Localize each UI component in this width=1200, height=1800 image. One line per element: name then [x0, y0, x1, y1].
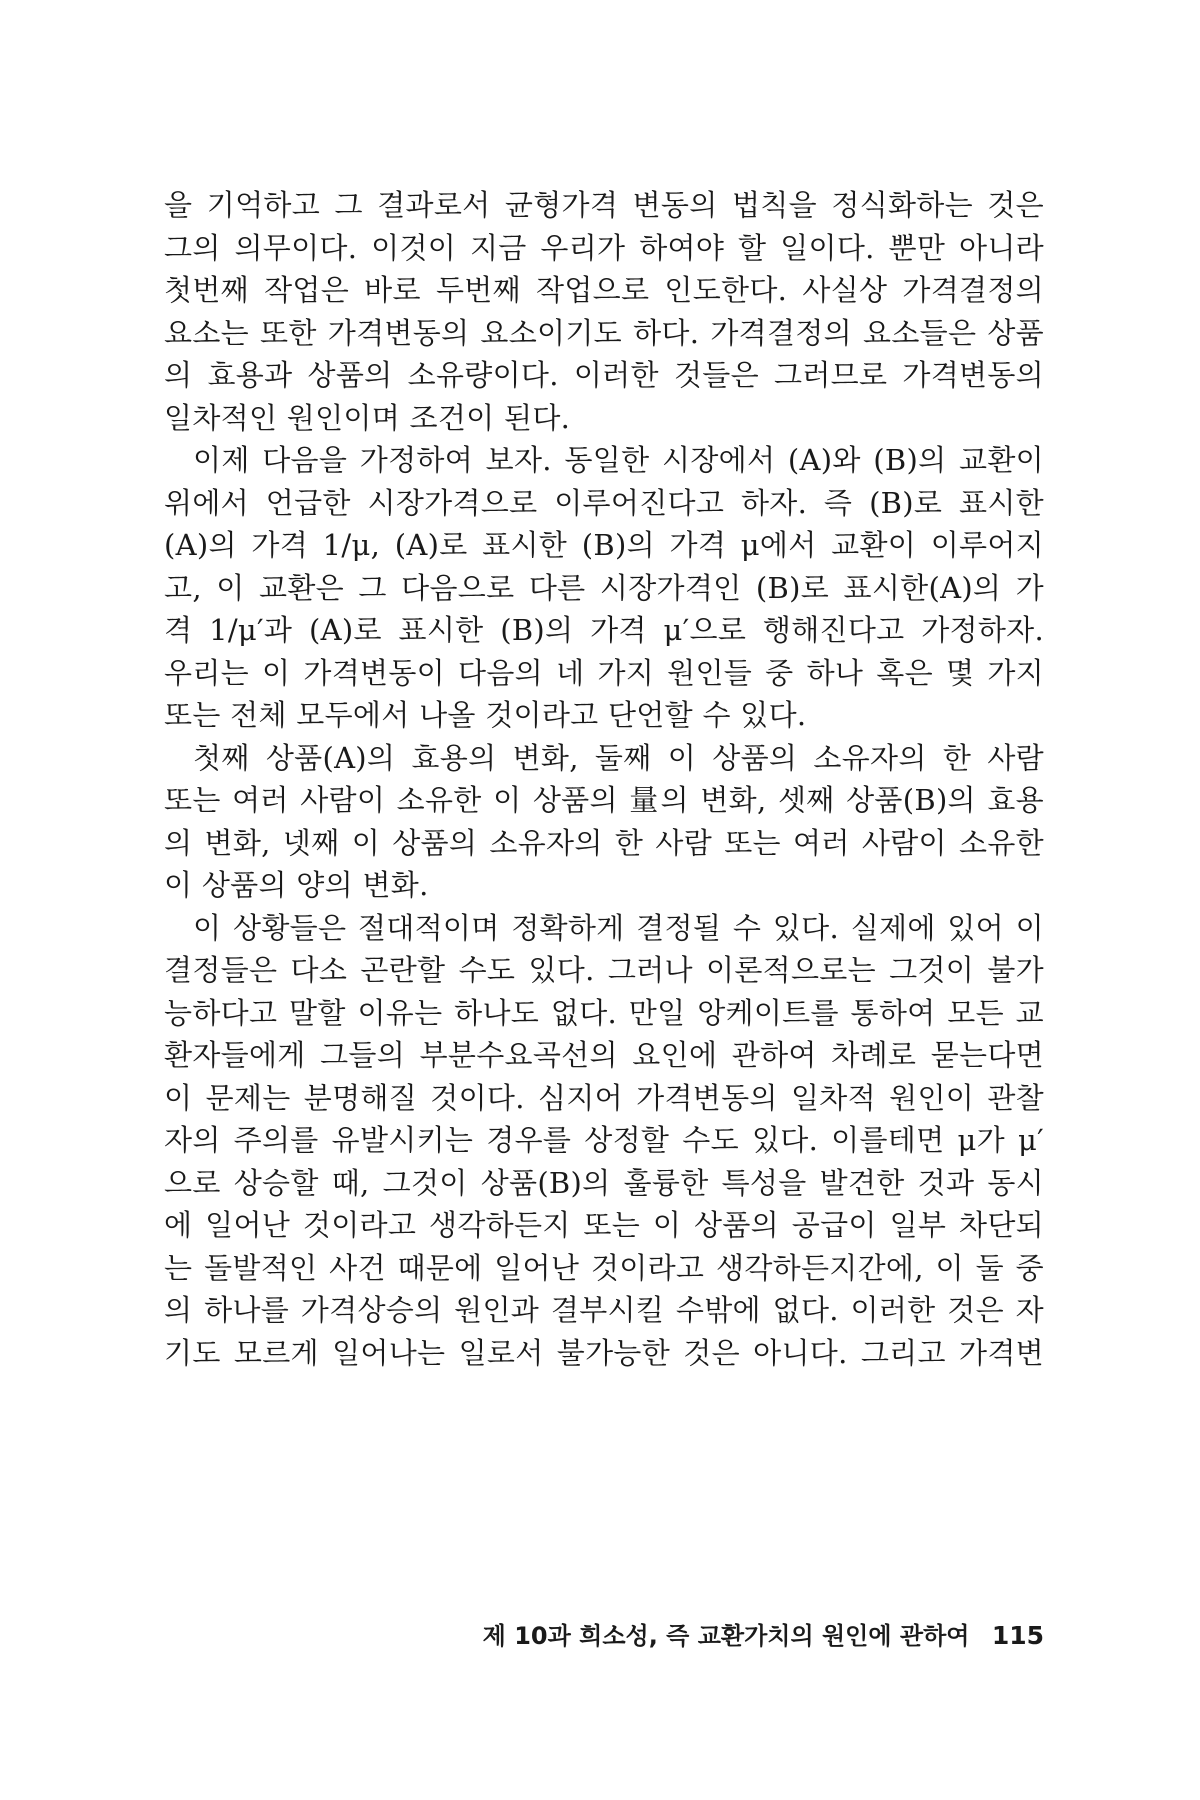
text-line: 고, 이 교환은 그 다음으로 다른 시장가격인 (B)로 표시한(A)의 가 — [164, 570, 1044, 605]
paragraph-3 — [164, 737, 1044, 907]
text-line: 격 1/μ′과 (A)로 표시한 (B)의 가격 μ′으로 행해진다고 가정하자. — [164, 613, 1044, 647]
text-line: 으로 상승할 때, 그것이 상품(B)의 훌륭한 특성을 발견한 것과 동시 — [164, 1165, 1044, 1200]
text-line: 이 상품의 양의 변화. — [164, 868, 429, 902]
text-line: (A)의 가격 1/μ, (A)로 표시한 (B)의 가격 μ에서 교환이 이루어지 — [164, 528, 1044, 562]
text-line: 이 문제는 분명해질 것이다. 심지어 가격변동의 일차적 원인이 관찰 — [164, 1080, 1044, 1115]
running-title: 제 10과 희소성, 즉 교환가치의 원인에 관하여 — [482, 1622, 970, 1650]
text-line: 의 하나를 가격상승의 원인과 결부시킬 수밖에 없다. 이러한 것은 자 — [164, 1293, 1044, 1327]
text-line: 요소는 또한 가격변동의 요소이기도 하다. 가격결정의 요소들은 상품 — [164, 315, 1044, 350]
text-line: 첫째 상품(A)의 효용의 변화, 둘째 이 상품의 소유자의 한 사람 — [193, 740, 1044, 775]
text-line: 환자들에게 그들의 부분수요곡선의 요인에 관하여 차례로 묻는다면 — [164, 1038, 1044, 1072]
text-line: 이 상황들은 절대적이며 정확하게 결정될 수 있다. 실제에 있어 이 — [193, 910, 1044, 945]
text-line: 는 돌발적인 사건 때문에 일어난 것이라고 생각하든지간에, 이 둘 중 — [164, 1250, 1044, 1285]
text-line: 자의 주의를 유발시키는 경우를 상정할 수도 있다. 이를테면 μ가 μ′ — [164, 1123, 1044, 1157]
text-line: 이제 다음을 가정하여 보자. 동일한 시장에서 (A)와 (B)의 교환이 — [193, 443, 1044, 477]
page-footer — [164, 1616, 1044, 1651]
text-line: 또는 전체 모두에서 나올 것이라고 단언할 수 있다. — [164, 698, 807, 732]
text-line: 우리는 이 가격변동이 다음의 네 가지 원인들 중 하나 혹은 몇 가지 — [164, 655, 1044, 690]
text-line: 능하다고 말할 이유는 하나도 없다. 만일 앙케이트를 통하여 모든 교 — [164, 995, 1044, 1030]
text-line: 을 기억하고 그 결과로서 균형가격 변동의 법칙을 정식화하는 것은 — [164, 188, 1044, 222]
text-line: 위에서 언급한 시장가격으로 이루어진다고 하자. 즉 (B)로 표시한 — [164, 485, 1044, 520]
text-line: 일차적인 원인이며 조건이 된다. — [164, 400, 571, 435]
text-line: 의 변화, 넷째 이 상품의 소유자의 한 사람 또는 여러 사람이 소유한 — [164, 825, 1044, 860]
text-line: 첫번째 작업은 바로 두번째 작업으로 인도한다. 사실상 가격결정의 — [164, 273, 1044, 307]
page-body — [164, 184, 1044, 1374]
text-line: 에 일어난 것이라고 생각하든지 또는 이 상품의 공급이 일부 차단되 — [164, 1208, 1044, 1242]
page-number: 115 — [991, 1621, 1044, 1650]
text-line: 기도 모르게 일어나는 일로서 불가능한 것은 아니다. 그리고 가격변 — [164, 1335, 1044, 1370]
paragraph-1 — [164, 184, 1044, 439]
paragraph-2 — [164, 439, 1044, 737]
text-line: 또는 여러 사람이 소유한 이 상품의 量의 변화, 셋째 상품(B)의 효용 — [164, 783, 1044, 817]
paragraph-4 — [164, 907, 1044, 1375]
text-line: 그의 의무이다. 이것이 지금 우리가 하여야 할 일이다. 뿐만 아니라 — [164, 230, 1044, 265]
text-line: 의 효용과 상품의 소유량이다. 이러한 것들은 그러므로 가격변동의 — [164, 358, 1044, 392]
text-line: 결정들은 다소 곤란할 수도 있다. 그러나 이론적으로는 그것이 불가 — [164, 953, 1044, 987]
